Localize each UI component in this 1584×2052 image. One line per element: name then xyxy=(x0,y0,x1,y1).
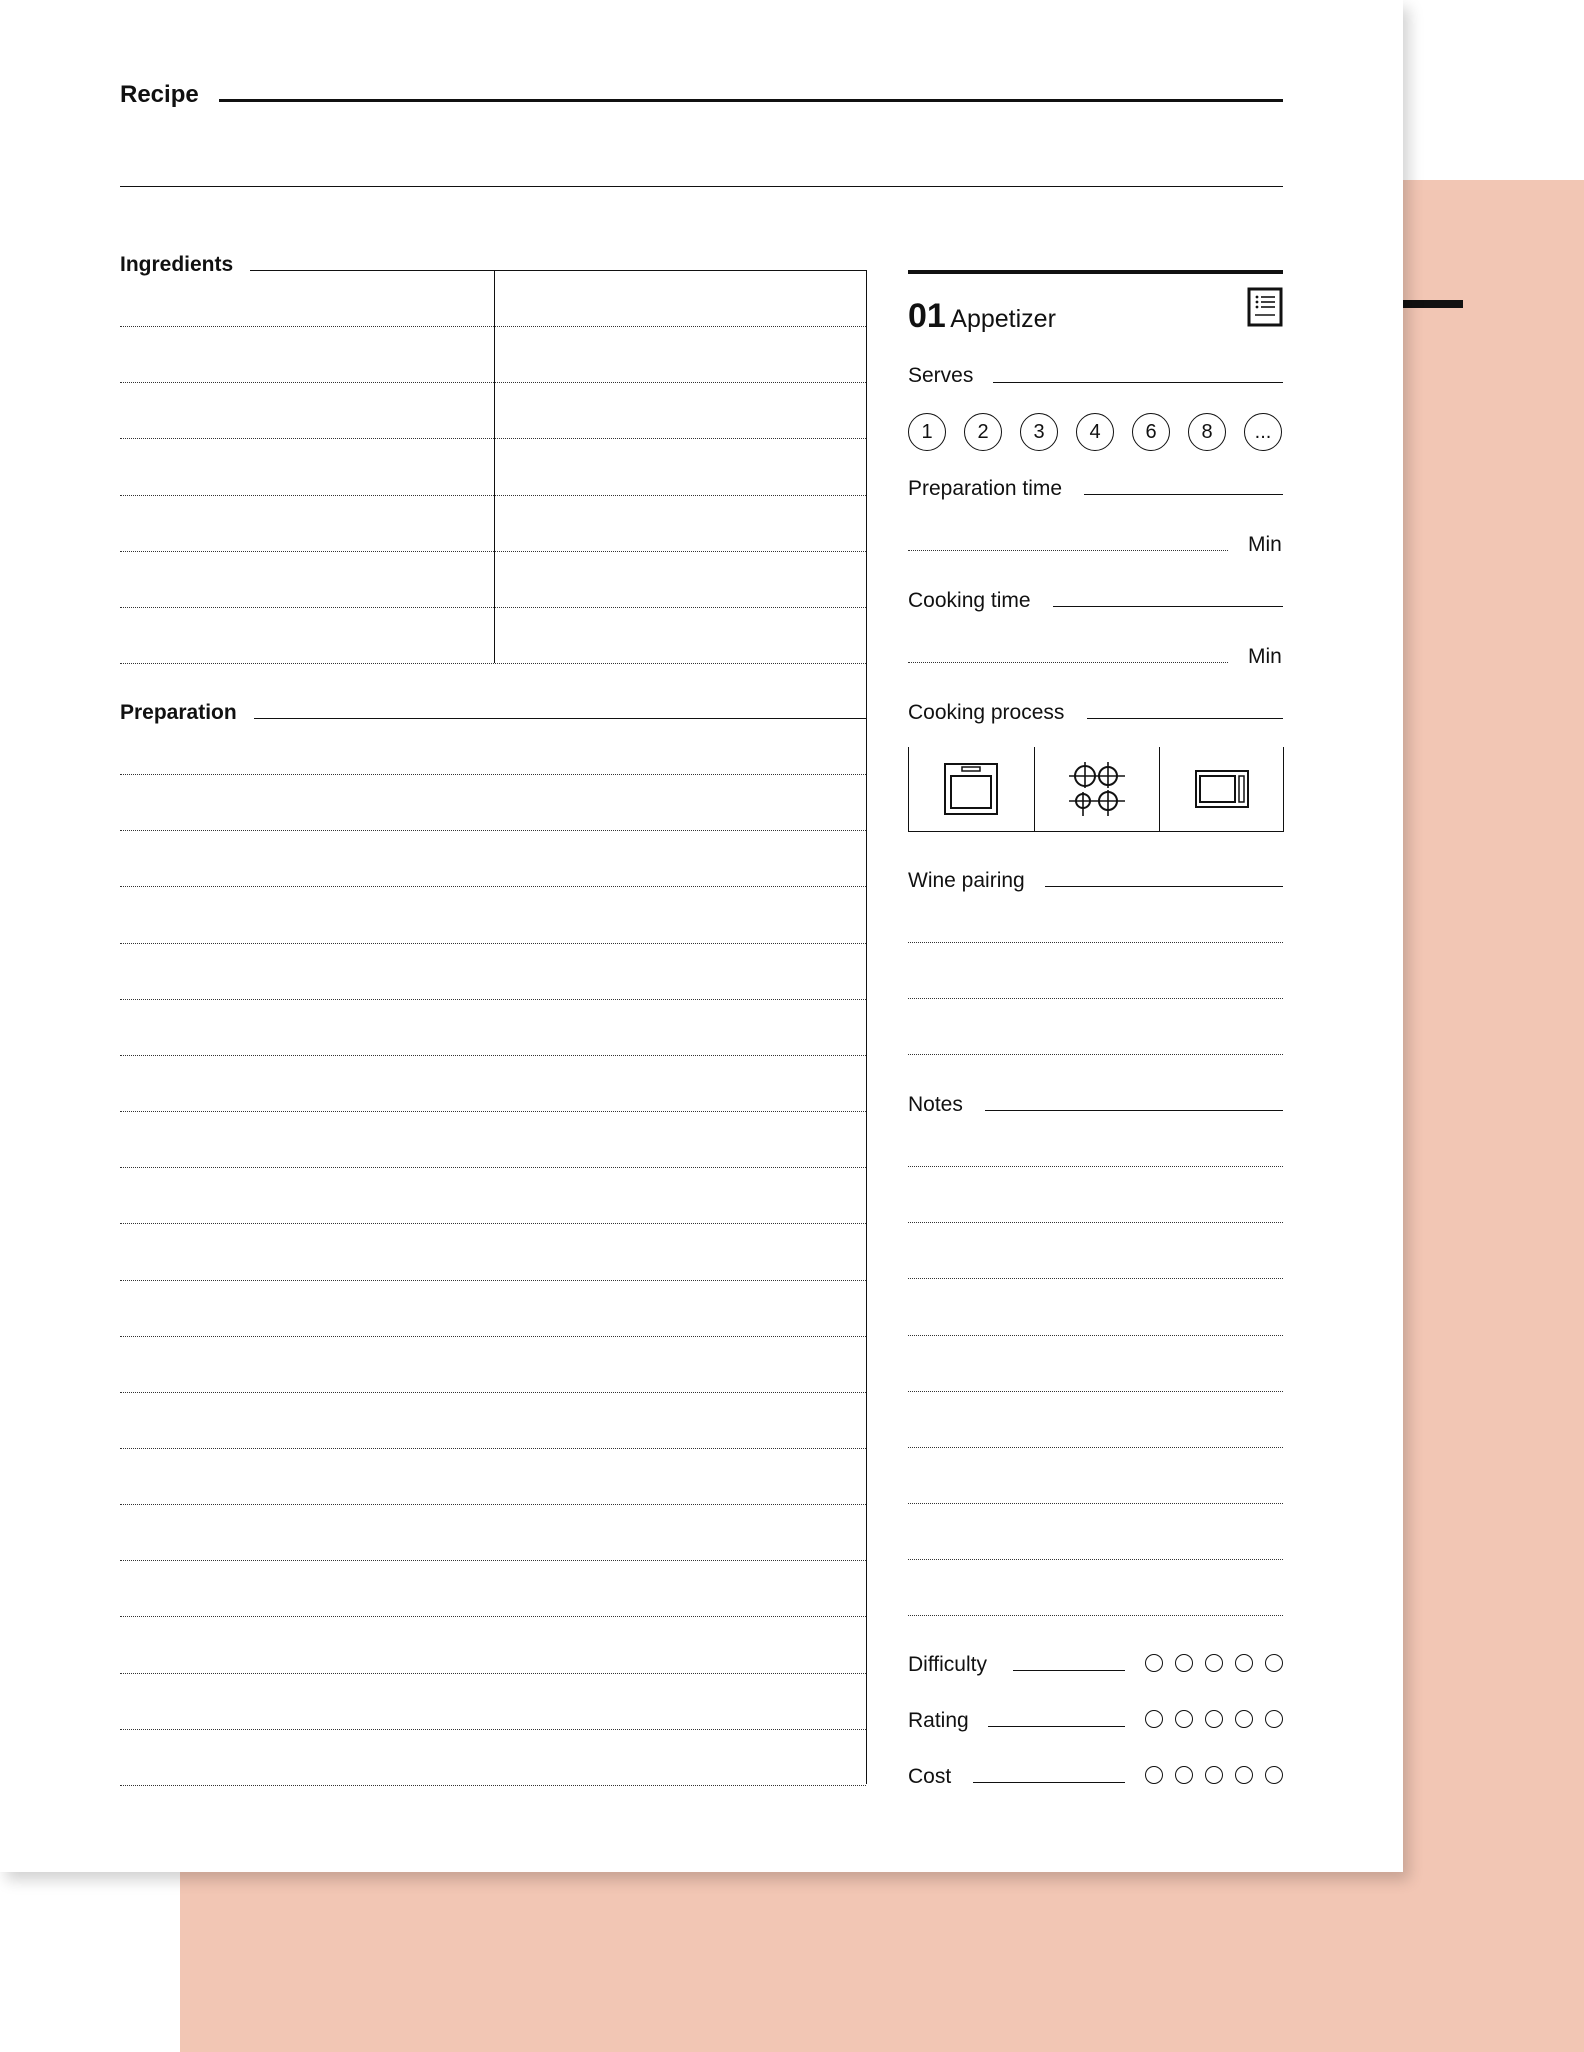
cost-line[interactable] xyxy=(973,1782,1125,1783)
stovetop-option[interactable] xyxy=(1034,747,1159,831)
wine-pairing-line[interactable] xyxy=(908,1054,1283,1055)
course-title xyxy=(908,296,1056,343)
recipe-card-icon[interactable] xyxy=(1247,287,1283,327)
cost-option-5[interactable] xyxy=(1265,1766,1283,1784)
tab-mark xyxy=(1403,300,1463,308)
microwave-icon xyxy=(1194,767,1250,811)
difficulty-label: Difficulty xyxy=(908,1653,987,1676)
preparation-time-unit: Min xyxy=(1248,533,1282,556)
title-line[interactable] xyxy=(219,99,1283,102)
serves-option-1[interactable]: 1 xyxy=(908,413,946,451)
rating-option-3[interactable] xyxy=(1205,1710,1223,1728)
serves-label: Serves xyxy=(908,364,974,387)
rating-line[interactable] xyxy=(988,1726,1125,1727)
notes-line[interactable] xyxy=(908,1222,1283,1223)
serves-option-4[interactable]: 4 xyxy=(1076,413,1114,451)
cost-option-1[interactable] xyxy=(1145,1766,1163,1784)
difficulty-option-3[interactable] xyxy=(1205,1654,1223,1672)
ingredient-line[interactable] xyxy=(120,495,866,496)
serves-option-more[interactable]: ... xyxy=(1244,413,1282,451)
preparation-line[interactable] xyxy=(120,999,866,1000)
wine-pairing-label: Wine pairing xyxy=(908,869,1025,892)
course-name: Appetizer xyxy=(950,305,1056,333)
serves-option-8[interactable]: 8 xyxy=(1188,413,1226,451)
ingredients-column-divider xyxy=(494,270,495,663)
left-panel-border xyxy=(866,270,867,1784)
preparation-line[interactable] xyxy=(120,1336,866,1337)
preparation-line[interactable] xyxy=(120,886,866,887)
cost-label: Cost xyxy=(908,1765,952,1788)
ingredient-line[interactable] xyxy=(120,607,866,608)
cooking-process-options xyxy=(908,747,1284,832)
serves-option-3[interactable]: 3 xyxy=(1020,413,1058,451)
preparation-line[interactable] xyxy=(120,1673,866,1674)
oven-option[interactable] xyxy=(909,747,1033,831)
ingredient-line[interactable] xyxy=(120,551,866,552)
microwave-option[interactable] xyxy=(1159,747,1284,831)
cooking-time-header-line xyxy=(1053,606,1283,607)
preparation-time-header-line xyxy=(1084,494,1283,495)
notes-line[interactable] xyxy=(908,1615,1283,1616)
cost-option-4[interactable] xyxy=(1235,1766,1253,1784)
course-number: 01 xyxy=(908,297,946,335)
serves-option-6[interactable]: 6 xyxy=(1132,413,1170,451)
preparation-line[interactable] xyxy=(120,774,866,775)
subtitle-line[interactable] xyxy=(120,186,1283,187)
ingredient-line[interactable] xyxy=(120,326,866,327)
ingredients-label: Ingredients xyxy=(120,253,234,276)
notes-line[interactable] xyxy=(908,1447,1283,1448)
difficulty-option-4[interactable] xyxy=(1235,1654,1253,1672)
rating-option-1[interactable] xyxy=(1145,1710,1163,1728)
wine-pairing-line[interactable] xyxy=(908,998,1283,999)
preparation-line[interactable] xyxy=(120,1111,866,1112)
preparation-line[interactable] xyxy=(120,830,866,831)
rating-option-2[interactable] xyxy=(1175,1710,1193,1728)
preparation-label: Preparation xyxy=(120,701,237,724)
serves-option-2[interactable]: 2 xyxy=(964,413,1002,451)
right-panel-top-rule xyxy=(908,270,1283,274)
oven-icon xyxy=(943,762,999,816)
preparation-line[interactable] xyxy=(120,943,866,944)
preparation-time-field[interactable] xyxy=(908,550,1228,551)
page-title: Recipe xyxy=(120,81,199,108)
preparation-line[interactable] xyxy=(120,1448,866,1449)
preparation-time-label: Preparation time xyxy=(908,477,1063,500)
notes-line[interactable] xyxy=(908,1559,1283,1560)
cooking-process-header-line xyxy=(1087,718,1283,719)
cost-option-2[interactable] xyxy=(1175,1766,1193,1784)
wine-pairing-line[interactable] xyxy=(908,942,1283,943)
difficulty-option-2[interactable] xyxy=(1175,1654,1193,1672)
preparation-line[interactable] xyxy=(120,1560,866,1561)
preparation-header-line xyxy=(254,718,867,719)
notes-line[interactable] xyxy=(908,1335,1283,1336)
ingredient-line[interactable] xyxy=(120,438,866,439)
cooking-time-field[interactable] xyxy=(908,662,1228,663)
cooking-process-label: Cooking process xyxy=(908,701,1065,724)
preparation-line[interactable] xyxy=(120,1785,866,1786)
cost-option-3[interactable] xyxy=(1205,1766,1223,1784)
preparation-line[interactable] xyxy=(120,1223,866,1224)
cooking-time-label: Cooking time xyxy=(908,589,1031,612)
notes-label: Notes xyxy=(908,1093,963,1116)
cooking-time-unit: Min xyxy=(1248,645,1282,668)
preparation-line[interactable] xyxy=(120,1729,866,1730)
preparation-line[interactable] xyxy=(120,1616,866,1617)
preparation-line[interactable] xyxy=(120,1055,866,1056)
stovetop-icon xyxy=(1069,762,1125,816)
notes-line[interactable] xyxy=(908,1391,1283,1392)
notes-line[interactable] xyxy=(908,1278,1283,1279)
preparation-line[interactable] xyxy=(120,1280,866,1281)
rating-option-4[interactable] xyxy=(1235,1710,1253,1728)
difficulty-option-5[interactable] xyxy=(1265,1654,1283,1672)
ingredient-line[interactable] xyxy=(120,663,866,664)
ingredient-line[interactable] xyxy=(120,382,866,383)
notes-line[interactable] xyxy=(908,1503,1283,1504)
preparation-line[interactable] xyxy=(120,1504,866,1505)
difficulty-option-1[interactable] xyxy=(1145,1654,1163,1672)
preparation-line[interactable] xyxy=(120,1167,866,1168)
difficulty-line[interactable] xyxy=(1013,1670,1125,1671)
rating-label: Rating xyxy=(908,1709,969,1732)
ingredients-header-line xyxy=(250,270,867,271)
notes-header-line xyxy=(985,1110,1283,1111)
preparation-line[interactable] xyxy=(120,1392,866,1393)
serves-line[interactable] xyxy=(993,382,1283,383)
wine-pairing-header-line xyxy=(1045,886,1283,887)
notes-line[interactable] xyxy=(908,1166,1283,1167)
rating-option-5[interactable] xyxy=(1265,1710,1283,1728)
